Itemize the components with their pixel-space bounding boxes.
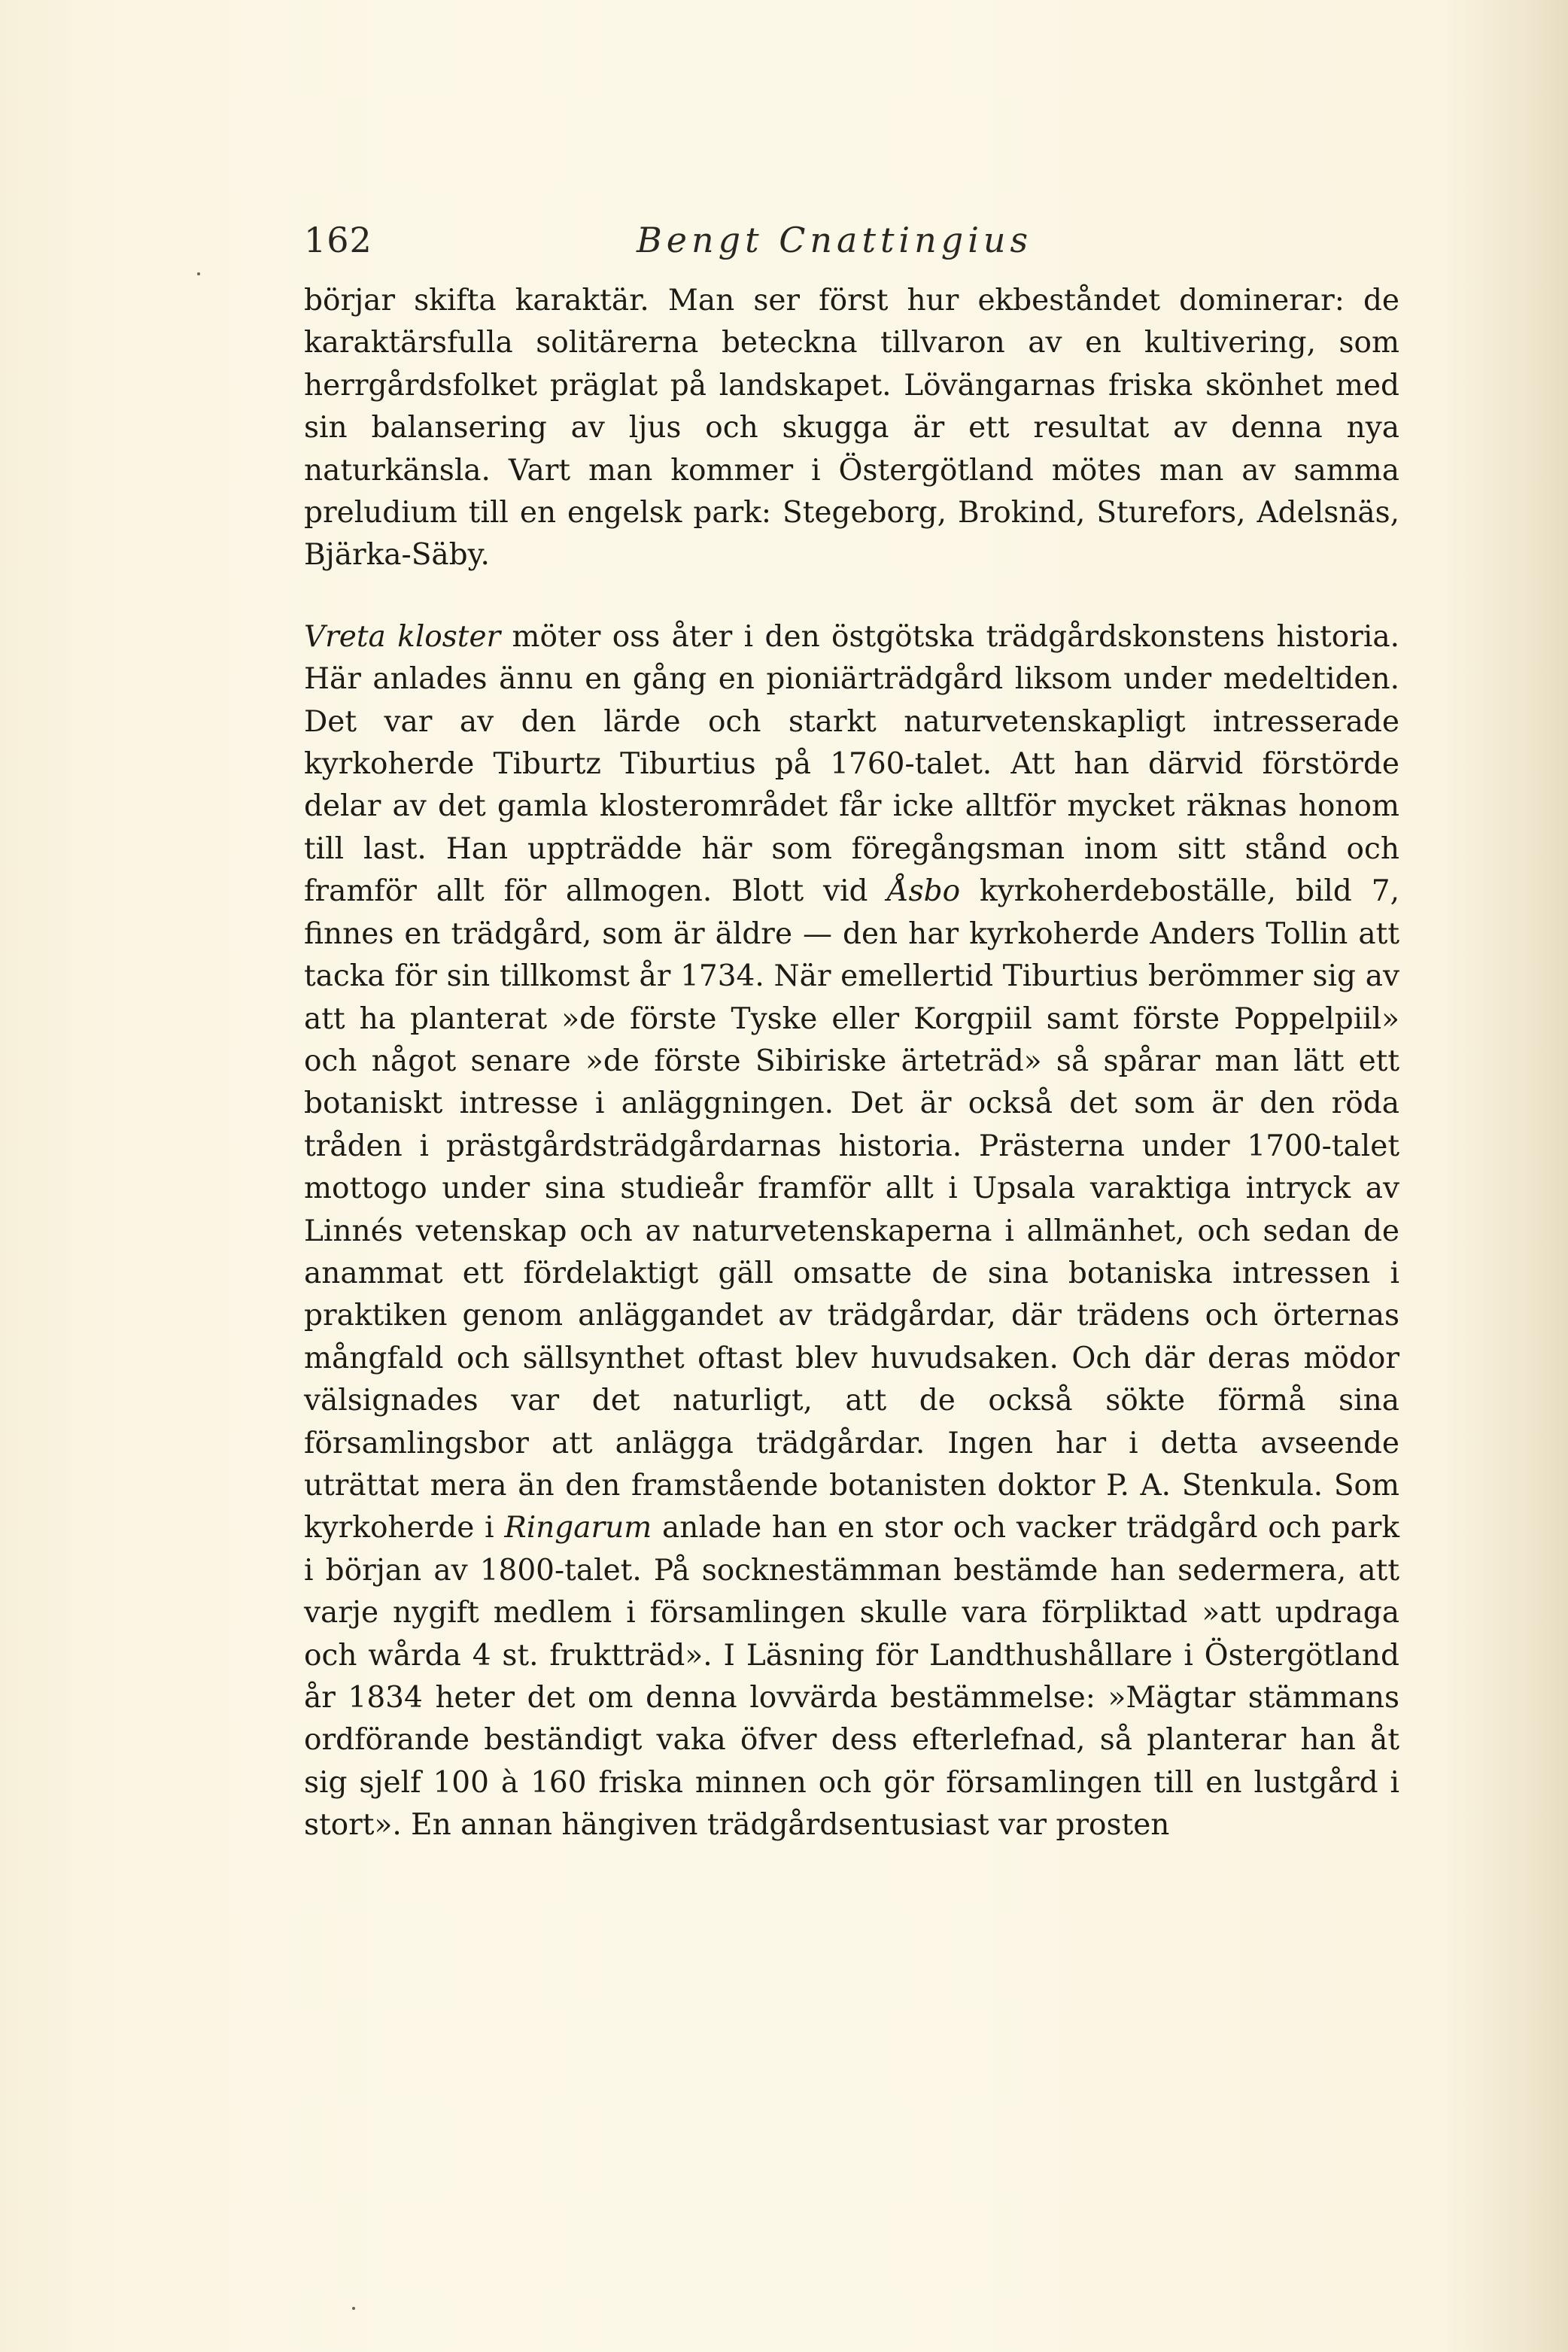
paragraph-2 bbox=[304, 616, 1399, 1847]
paragraph-2-segment-1: möter oss åter i den östgötska trädgårdskonstens historia. Här anlades ännu en gång en pioniärträdgård liksom under medeltiden. Det var av den lärde och starkt naturvetenskapligt intresserade kyrkoherde Tiburtz Tiburtius på 1760-talet. Att han därvid förstörde delar av det gamla klosterområdet får icke alltför mycket räknas honom till last. Han uppträdde här som föregångsman inom sitt stånd och framför allt för allmogen. Blott vid bbox=[304, 619, 1399, 909]
paragraph-1: börjar skifta karaktär. Man ser först hur ekbeståndet dominerar: de karaktärsfulla solitärerna beteckna tillvaron av en kultivering, som herrgårdsfolket präglat på landskapet. Lövängarnas friska skönhet med sin balansering av ljus och skugga är ett resultat av denna nya naturkänsla. Vart man kommer i Östergötland mötes man av samma preludium till en engelsk park: Stegeborg, Brokind, Sturefors, Adelsnäs, Bjärka-Säby. bbox=[304, 284, 1399, 573]
paper-speck bbox=[197, 272, 200, 275]
running-head: Bengt Cnattingius bbox=[637, 220, 1033, 260]
paragraph-2-segment-3: anlade han en stor och vacker trädgård och park i början av 1800-talet. På socknestämman bestämde han sedermera, att varje nygift medlem i församlingen skulle vara förpliktad »att updraga och wårda 4 st. fruktträd». I Läsning för Landthushållare i Östergötland år 1834 heter det om denna lovvärda bestämmelse: »Mägtar stämmans ordförande beständigt vaka öfver dess efterlefnad, så planterar han åt sig sjelf 100 à 160 friska minnen och gör församlingen till en lustgård i stort». En annan hängiven trädgårdsentusiast var prosten bbox=[304, 1511, 1400, 1843]
body-text bbox=[304, 280, 1399, 1847]
italic-term-vreta-kloster: Vreta kloster bbox=[304, 619, 501, 654]
page-edge-shading bbox=[1440, 0, 1568, 2352]
paragraph-2-segment-2: kyrkoherdeboställe, bild 7, finnes en trädgård, som är äldre — den har kyrkoherde Anders Tollin att tacka för sin tillkomst år 1734. När emellertid Tiburtius berömmer sig av att ha planterat »de förste Tyske eller Korgpiil samt förste Poppelpiil» och något senare »de förste Sibiriske ärteträd» så spårar man lätt ett botaniskt intresse i anläggningen. Det är också det som är den röda tråden i prästgårdsträdgårdarnas historia. Prästerna under 1700-talet mottogo under sina studieår framför allt i Upsala varaktiga intryck av Linnés vetenskap och av naturvetenskaperna i allmänhet, och sedan de anammat ett fördelaktigt gäll omsatte de sina botaniska intressen i praktiken genom anläggandet av trädgårdar, där trädens och örternas mångfald och sällsynthet oftast blev huvudsaken. Och där deras mödor välsignades var det naturligt, att de också sökte förmå sina församlingsbor att anlägga trädgårdar. Ingen har i detta avseende uträttat mera än den framstående botanisten doktor P. A. Stenkula. Som kyrkoherde i bbox=[304, 874, 1399, 1545]
italic-term-ringarum: Ringarum bbox=[504, 1511, 652, 1545]
page-header bbox=[304, 220, 1399, 272]
italic-term-asbo: Åsbo bbox=[887, 874, 961, 909]
paper-speck bbox=[352, 2307, 355, 2310]
page-number: 162 bbox=[304, 220, 372, 260]
